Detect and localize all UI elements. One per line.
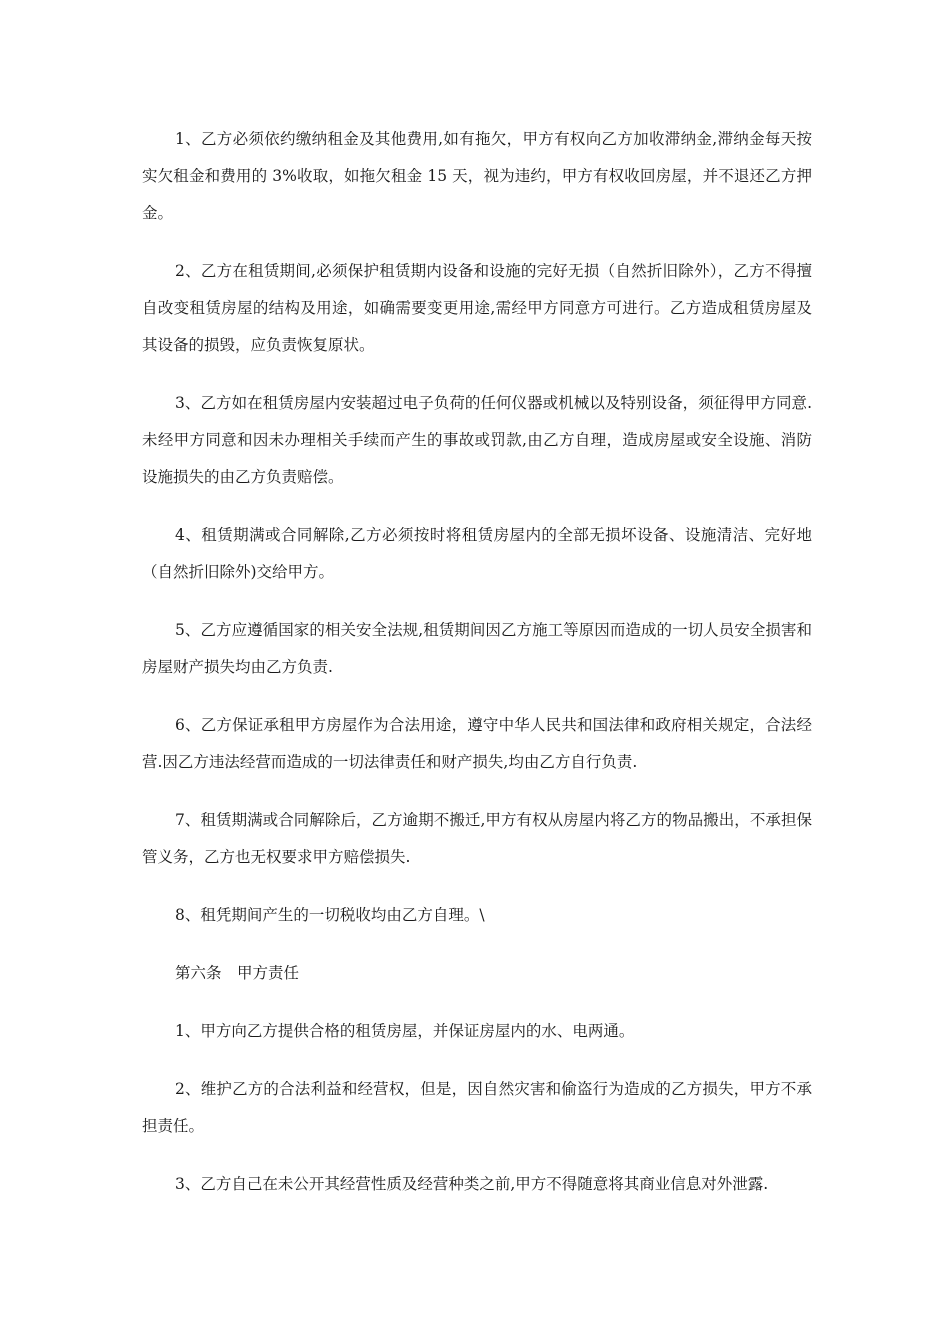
clause-paragraph-2: 2、乙方在租赁期间,必须保护租赁期内设备和设施的完好无损（自然折旧除外），乙方不得擅自改变租赁房屋的结构及用途，如确需要变更用途,需经甲方同意方可进行。乙方造成租赁房屋及其设备的损毁，应负责恢复原状。 (142, 262, 812, 354)
landlord-duty-paragraph-3: 3、乙方自己在未公开其经营性质及经营种类之前,甲方不得随意将其商业信息对外泄露. (175, 1175, 769, 1193)
clause-paragraph-7: 7、租赁期满或合同解除后，乙方逾期不搬迁,甲方有权从房屋内将乙方的物品搬出，不承担保管义务，乙方也无权要求甲方赔偿损失. (142, 811, 812, 866)
document-body (142, 121, 812, 1224)
landlord-duty-paragraph-1: 1、甲方向乙方提供合格的租赁房屋，并保证房屋内的水、电两通。 (175, 1022, 635, 1040)
clause-paragraph-6: 6、乙方保证承租甲方房屋作为合法用途，遵守中华人民共和国法律和政府相关规定，合法经营.因乙方违法经营而造成的一切法律责任和财产损失,均由乙方自行负责. (142, 716, 812, 771)
clause-paragraph-3: 3、乙方如在租赁房屋内安装超过电子负荷的任何仪器或机械以及特别设备，须征得甲方同意.未经甲方同意和因未办理相关手续而产生的事故或罚款,由乙方自理，造成房屋或安全设施、消防设施损失的由乙方负责赔偿。 (142, 394, 812, 486)
clause-paragraph-8: 8、租凭期间产生的一切税收均由乙方自理。\ (175, 906, 485, 924)
clause-paragraph-5: 5、乙方应遵循国家的相关安全法规,租赁期间因乙方施工等原因而造成的一切人员安全损害和房屋财产损失均由乙方负责. (142, 621, 812, 676)
section-heading-article-6: 第六条 甲方责任 (175, 964, 300, 982)
landlord-duty-paragraph-2: 2、维护乙方的合法利益和经营权，但是，因自然灾害和偷盗行为造成的乙方损失，甲方不承担责任。 (142, 1080, 812, 1135)
clause-paragraph-4: 4、租赁期满或合同解除,乙方必须按时将租赁房屋内的全部无损坏设备、设施清洁、完好地（自然折旧除外)交给甲方。 (142, 526, 812, 581)
clause-paragraph-1: 1、乙方必须依约缴纳租金及其他费用,如有拖欠，甲方有权向乙方加收滞纳金,滞纳金每天按实欠租金和费用的 3%收取，如拖欠租金 15 天，视为违约，甲方有权收回房屋，并不退还乙方押金。 (142, 130, 812, 222)
